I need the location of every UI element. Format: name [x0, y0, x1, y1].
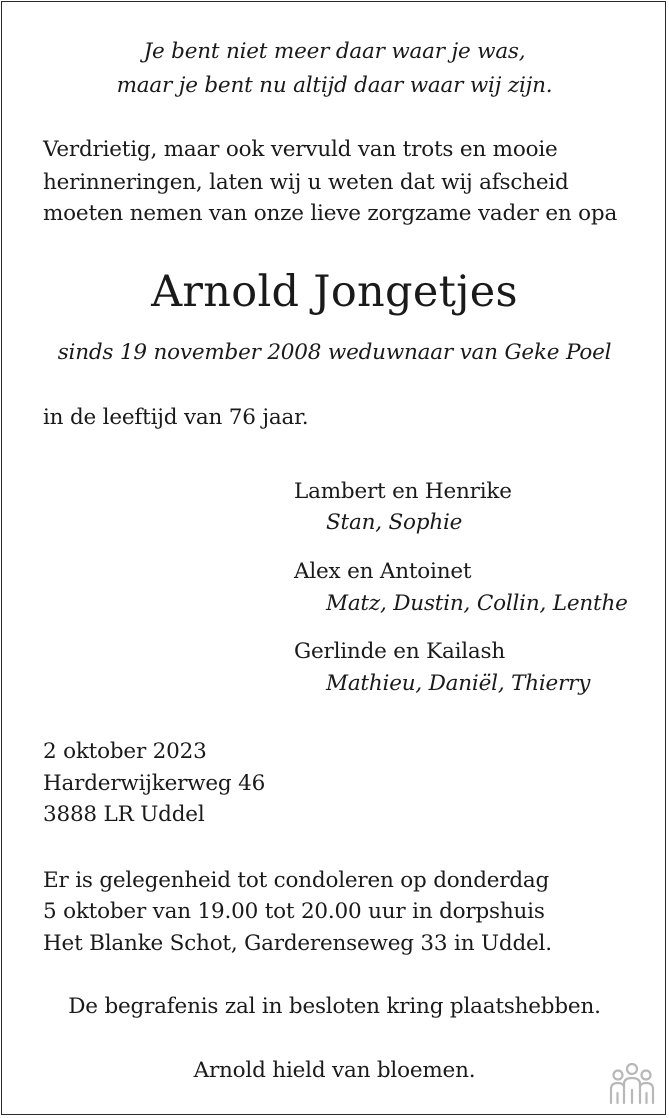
family-couple-2: Alex en Antoinet [294, 559, 472, 584]
family-children-3: Mathieu, Daniël, Thierry [326, 671, 591, 696]
intro-line-1: Verdrietig, maar ook vervuld van trots en mooie [43, 137, 558, 162]
condolence-line-3: Het Blanke Schot, Garderenseweg 33 in Uddel. [43, 931, 552, 956]
deceased-name: Arnold Jongetjes [151, 267, 518, 317]
poem-line-1: Je bent niet meer daar waar je was, [143, 39, 526, 64]
family-children-2: Matz, Dustin, Collin, Lenthe [326, 591, 628, 616]
people-group-icon [607, 1060, 657, 1106]
intro-line-2: herinneringen, laten wij u weten dat wij afscheid [43, 170, 569, 195]
age-line: in de leeftijd van 76 jaar. [43, 405, 309, 430]
condolence-line-2: 5 oktober van 19.00 tot 20.00 uur in dorpshuis [43, 899, 545, 924]
family-couple-3: Gerlinde en Kailash [294, 639, 506, 664]
address-street: Harderwijkerweg 46 [43, 771, 266, 796]
deceased-subtitle: sinds 19 november 2008 weduwnaar van Geke Poel [57, 340, 612, 365]
funeral-line: De begrafenis zal in besloten kring plaatshebben. [68, 994, 601, 1019]
condolence-line-1: Er is gelegenheid tot condoleren op donderdag [43, 868, 550, 893]
address-postal: 3888 LR Uddel [43, 802, 205, 827]
flowers-line: Arnold hield van bloemen. [193, 1058, 476, 1083]
intro-line-3: moeten nemen van onze lieve zorgzame vader en opa [43, 201, 618, 226]
poem-line-2: maar je bent nu altijd daar waar wij zijn. [116, 73, 553, 98]
family-couple-1: Lambert en Henrike [294, 479, 512, 504]
family-children-1: Stan, Sophie [326, 510, 463, 535]
address-date: 2 oktober 2023 [43, 739, 207, 764]
